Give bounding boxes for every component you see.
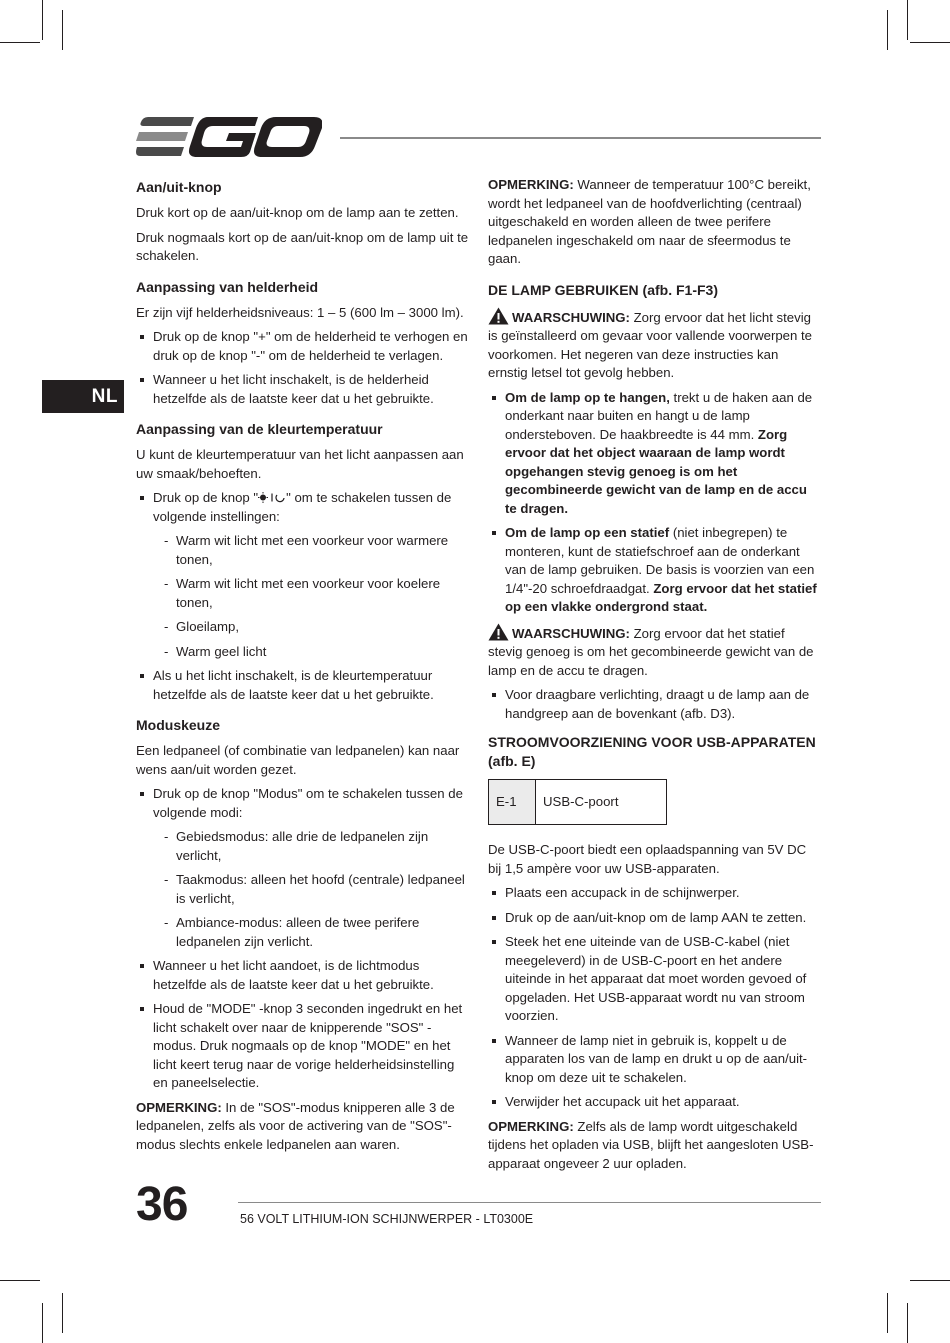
left-column xyxy=(136,176,472,1160)
list-item xyxy=(136,785,472,951)
warning-icon xyxy=(488,307,509,325)
mounting-list xyxy=(488,389,820,617)
usb-list xyxy=(488,884,820,1112)
crop-mark xyxy=(907,0,908,40)
warning-icon xyxy=(488,623,509,641)
mode-list xyxy=(136,785,472,1093)
power-paragraph-2: Druk nogmaals kort op de aan/uit-knop om de lamp uit te schakelen. xyxy=(136,229,469,263)
list-item: - Gebiedsmodus: alle drie de ledpanelen zijn verlicht, xyxy=(153,828,472,865)
crop-mark xyxy=(0,42,40,43)
list-item-bold: Om de lamp op een statief xyxy=(505,525,670,540)
note-label: OPMERKING: xyxy=(488,177,574,192)
list-item: - Warm geel licht xyxy=(153,643,472,662)
list-item-text: (niet inbegrepen) te monteren, kunt de statiefschroef aan de onderkant van de lamp gebruiken. De basis is voorzien van een 1/4"-20 schroefdraadgat. xyxy=(505,525,815,596)
color-temperature-list xyxy=(136,489,472,704)
footer-rule xyxy=(238,1202,821,1203)
crop-mark xyxy=(887,1293,888,1333)
crop-mark xyxy=(42,0,43,40)
usb-heading: STROOMVOORZIENING VOOR USB-APPARATEN (afb. E) xyxy=(488,734,816,769)
usb-paragraph: De USB-C-poort biedt een oplaadspanning van 5V DC bij 1,5 ampère voor uw USB-apparaten. xyxy=(488,842,807,876)
list-item: Voor draagbare verlichting, draagt u de lamp aan de handgreep aan de bovenkant (afb. D3). xyxy=(488,686,820,723)
list-item: Als u het licht inschakelt, is de kleurtemperatuur hetzelfde als de laatste keer dat u het gebruikte. xyxy=(136,667,472,704)
brightness-list xyxy=(136,328,472,408)
brightness-heading: Aanpassing van helderheid xyxy=(136,278,319,295)
sos-note xyxy=(136,1099,472,1155)
list-item xyxy=(488,524,820,617)
crop-mark xyxy=(910,1280,950,1281)
warning-text: Zorg ervoor dat het licht stevig is geïnstalleerd om gevaar voor vallende voorwerpen te voorkomen. Het negeren van deze instructies kan ernstig letsel tot gevolg hebben. xyxy=(488,309,813,380)
note-text: Zelfs als de lamp wordt uitgeschakeld tijdens het opladen via USB, blijft het aangesloten USB-apparaat ongeveer 2 uur opladen. xyxy=(488,1118,814,1171)
mode-options-list xyxy=(153,828,472,951)
color-temperature-paragraph: U kunt de kleurtemperatuur van het licht aanpassen aan uw smaak/behoeften. xyxy=(136,447,464,481)
use-lamp-heading: DE LAMP GEBRUIKEN (afb. F1-F3) xyxy=(488,281,718,298)
list-item: Druk op de aan/uit-knop om de lamp AAN te zetten. xyxy=(488,909,820,928)
note-text: In de "SOS"-modus knipperen alle 3 de ledpanelen, zelfs als voor de activering van de "SOS"-modus slechts enkele ledpanelen aan waren. xyxy=(136,1099,455,1152)
list-item: - Ambiance-modus: alleen de twee perifere ledpanelen zijn verlicht. xyxy=(153,914,472,951)
ego-logo xyxy=(136,116,322,158)
list-item-text: " om te schakelen tussen de volgende instellingen: xyxy=(153,490,452,524)
warning-label: WAARSCHUWING: xyxy=(512,625,630,641)
usb-port-table xyxy=(488,779,667,825)
usb-note xyxy=(488,1118,820,1174)
note-label: OPMERKING: xyxy=(488,1118,574,1134)
list-item: - Warm wit licht met een voorkeur voor warmere tonen, xyxy=(153,532,472,569)
table-cell-id: E-1 xyxy=(489,780,536,825)
table-cell-name: USB-C-poort xyxy=(536,780,667,825)
note-label: OPMERKING: xyxy=(136,1099,222,1115)
right-column xyxy=(488,176,820,1179)
list-item: Druk op de knop "+" om de helderheid te verhogen en druk op de knop "-" om de helderheid te verlagen. xyxy=(136,328,472,365)
list-item-bold: Zorg ervoor dat het statief op een vlakke ondergrond staat. xyxy=(505,580,817,614)
list-item: - Taakmodus: alleen het hoofd (centrale) ledpaneel is verlicht, xyxy=(153,871,472,908)
warning-1 xyxy=(488,307,820,383)
temperature-note xyxy=(488,176,820,269)
color-temperature-icon xyxy=(258,492,286,503)
crop-mark xyxy=(62,1293,63,1333)
power-paragraph-1: Druk kort op de aan/uit-knop om de lamp aan te zetten. xyxy=(136,205,459,220)
crop-mark xyxy=(62,10,63,50)
list-item-text: trekt u de haken aan de onderkant naar buiten en hangt u de lamp ondersteboven. De haakbreedte is 44 mm. xyxy=(505,389,813,442)
list-item: Wanneer u het licht aandoet, is de lichtmodus hetzelfde als de laatste keer dat u het gebruikte. xyxy=(136,957,472,994)
power-heading: Aan/uit-knop xyxy=(136,179,222,195)
list-item-bold: Om de lamp op te hangen, xyxy=(505,389,670,405)
brightness-paragraph: Er zijn vijf helderheidsniveaus: 1 – 5 (600 lm – 3000 lm). xyxy=(136,304,464,320)
crop-mark xyxy=(0,1280,40,1281)
portable-list xyxy=(488,686,820,723)
crop-mark xyxy=(907,1303,908,1343)
list-item: - Warm wit licht met een voorkeur voor koelere tonen, xyxy=(153,575,472,612)
color-temperature-heading: Aanpassing van de kleurtemperatuur xyxy=(136,421,383,437)
crop-mark xyxy=(887,10,888,50)
list-item xyxy=(136,489,472,661)
warning-text: Zorg ervoor dat het statief stevig genoeg is om het gecombineerde gewicht van de lamp en de accu te dragen. xyxy=(488,625,814,678)
list-item xyxy=(488,389,820,519)
note-text: Wanneer de temperatuur 100°C bereikt, wordt het ledpaneel van de hoofdverlichting (centraal) uitgeschakeld en worden alleen de twee perifere ledpanelen ingeschakeld om naar de sfeermodus te gaan. xyxy=(488,177,811,266)
crop-mark xyxy=(42,1303,43,1343)
page-number: 36 xyxy=(136,1178,188,1231)
list-item: Wanneer u het licht inschakelt, is de helderheid hetzelfde als de laatste keer dat u het gebruikte. xyxy=(136,371,472,408)
language-tab: NL xyxy=(42,380,124,413)
color-options-list xyxy=(153,532,472,661)
crop-mark xyxy=(910,42,950,43)
header-rule xyxy=(340,137,821,139)
mode-paragraph: Een ledpaneel (of combinatie van ledpanelen) kan naar wens aan/uit worden gezet. xyxy=(136,743,460,777)
list-item: Verwijder het accupack uit het apparaat. xyxy=(488,1093,820,1112)
warning-label: WAARSCHUWING: xyxy=(512,309,630,325)
list-item: Houd de "MODE" -knop 3 seconden ingedrukt en het licht schakelt over naar de knipperende "SOS" -modus. Druk nogmaals op de knop "MODE" en het licht keert terug naar de vorige helderheidsinstelling en paneelselectie. xyxy=(136,1000,472,1093)
list-item: - Gloeilamp, xyxy=(153,618,472,637)
list-item-text: Druk op de knop " xyxy=(153,490,259,505)
list-item: Steek het ene uiteinde van de USB-C-kabel (niet meegeleverd) in de USB-C-poort en het andere uiteinde in het apparaat dat moet worden gevoed of opgeladen. Het USB-apparaat wordt nu van stroom voorzien. xyxy=(488,933,820,1026)
table-row xyxy=(489,780,667,825)
list-item: Wanneer de lamp niet in gebruik is, koppelt u de apparaten los van de lamp en drukt u op de aan/uit-knop om deze uit te schakelen. xyxy=(488,1032,820,1088)
mode-heading: Moduskeuze xyxy=(136,717,221,733)
list-item-bold: Zorg ervoor dat het object waaraan de lamp wordt opgehangen stevig genoeg is om het gecombineerde gewicht van de lamp en de accu te dragen. xyxy=(505,426,807,516)
list-item: Plaats een accupack in de schijnwerper. xyxy=(488,884,820,903)
footer-product-title: 56 VOLT LITHIUM-ION SCHIJNWERPER - LT0300E xyxy=(240,1212,534,1226)
list-item-text: Druk op de knop "Modus" om te schakelen tussen de volgende modi: xyxy=(153,786,463,820)
warning-2 xyxy=(488,623,820,681)
